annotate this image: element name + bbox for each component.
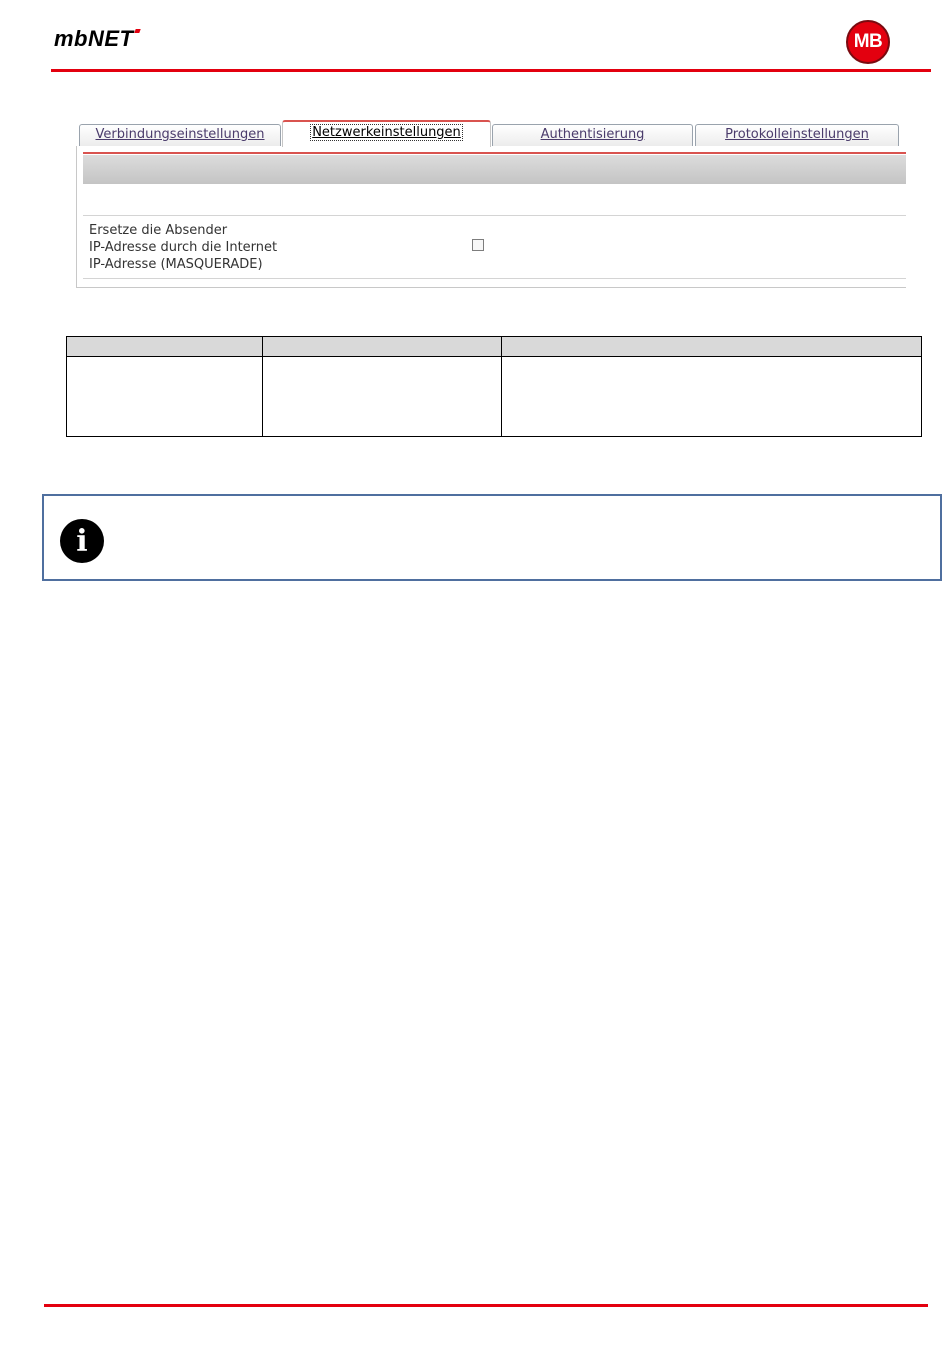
tab-authentisierung[interactable]: Authentisierung: [492, 124, 693, 146]
brand-accent: [134, 29, 140, 33]
tab-verbindungseinstellungen[interactable]: Verbindungseinstellungen: [79, 124, 281, 146]
info-icon: i: [60, 519, 104, 563]
content-top-rule: [83, 152, 906, 154]
table-row: [67, 357, 922, 437]
mb-logo: MB: [846, 20, 890, 64]
masquerade-checkbox[interactable]: [472, 239, 484, 251]
table-cell: [67, 357, 263, 437]
row-divider: [83, 215, 906, 216]
table-cell: [502, 357, 922, 437]
tab-netzwerkeinstellungen[interactable]: Netzwerkeinstellungen: [282, 120, 491, 147]
settings-panel: [76, 120, 906, 290]
masquerade-label: Ersetze die Absender IP-Adresse durch die Internet IP-Adresse (MASQUERADE): [89, 223, 278, 272]
description-table: [66, 336, 922, 437]
row-divider-bottom: [83, 278, 906, 279]
table-header-cell: [502, 337, 922, 357]
table-cell: [263, 357, 502, 437]
table-header-cell: [67, 337, 263, 357]
info-note-box: [42, 494, 942, 581]
table-header-cell: [263, 337, 502, 357]
brand-logo: mbNET: [54, 26, 140, 52]
tab-protokolleinstellungen[interactable]: Protokolleinstellungen: [695, 124, 899, 146]
header-rule: [51, 69, 931, 72]
table-header-row: [67, 337, 922, 357]
footer-rule: [44, 1304, 928, 1307]
tab-content: [76, 146, 906, 288]
section-header-bar: [83, 155, 906, 184]
tab-bar: [76, 120, 906, 146]
